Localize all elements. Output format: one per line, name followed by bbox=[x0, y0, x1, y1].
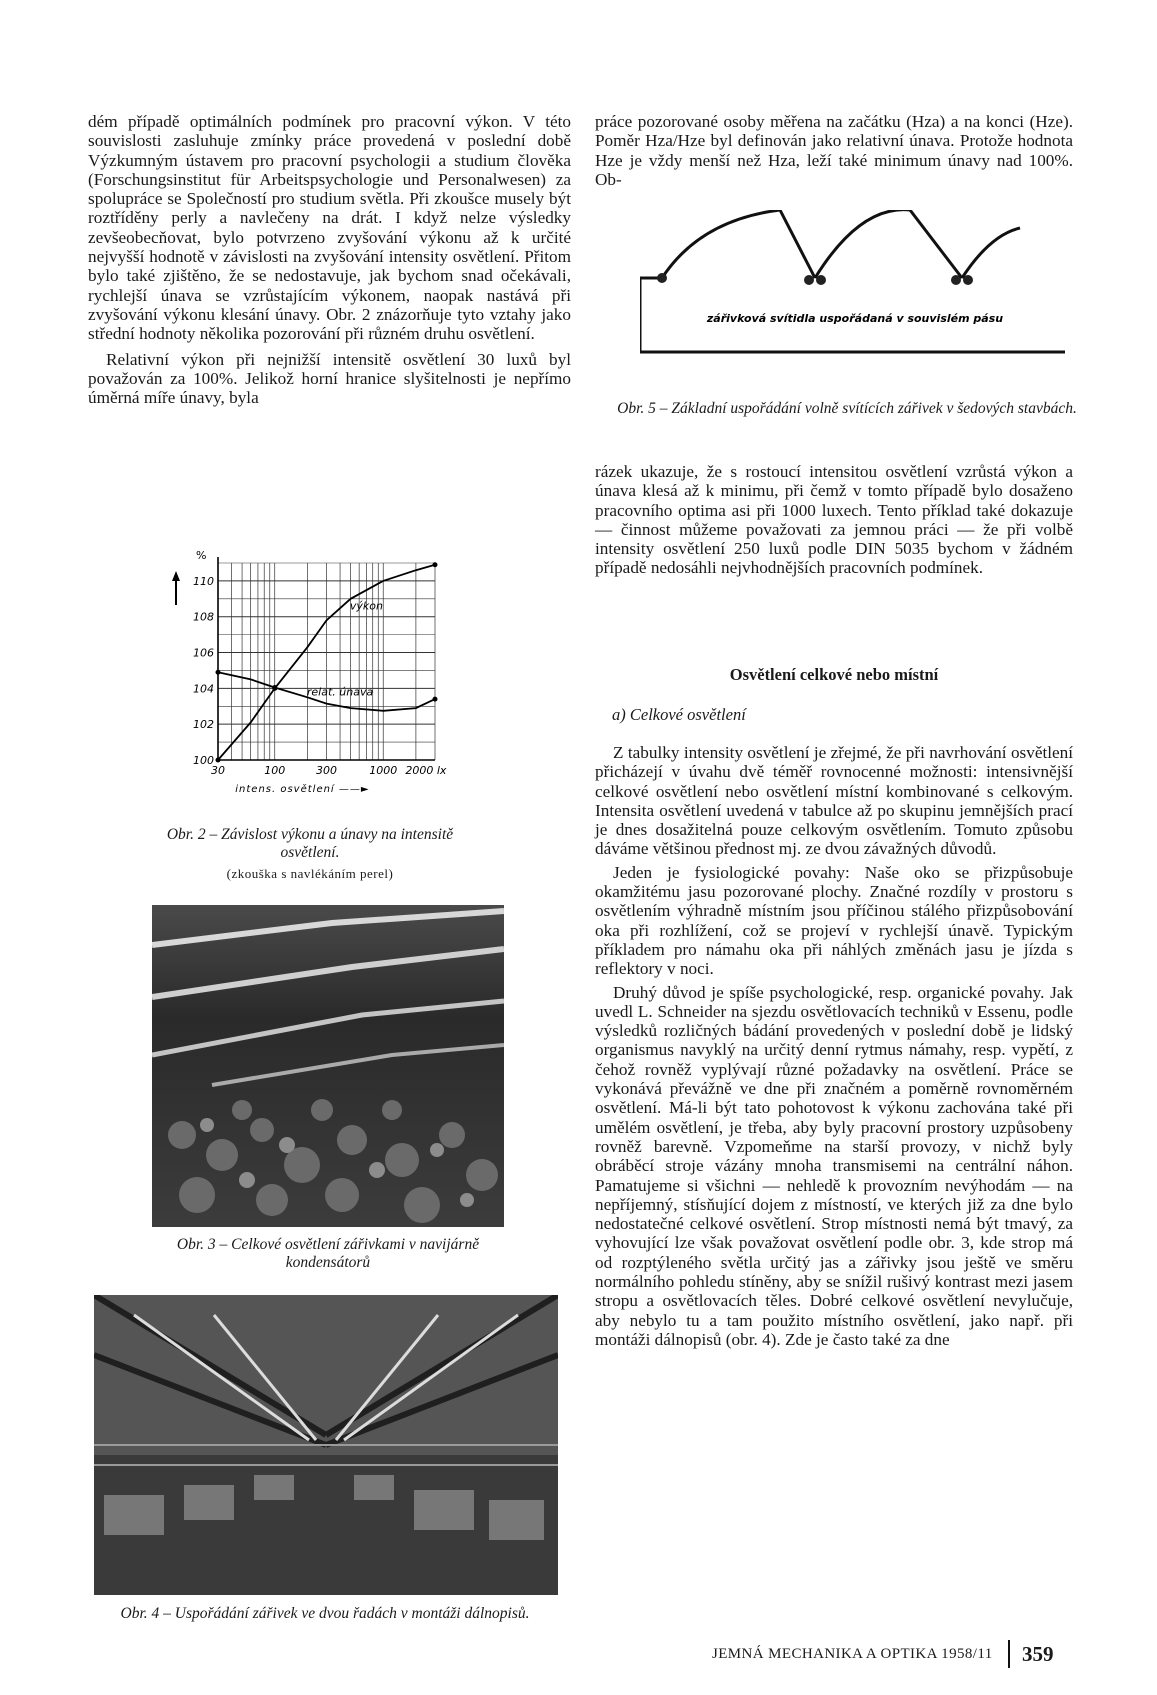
x-tick-label: 100 bbox=[264, 764, 286, 777]
series-point bbox=[272, 685, 277, 690]
y-axis-label: % bbox=[196, 549, 207, 562]
section-heading: Osvětlení celkové nebo místní bbox=[729, 665, 939, 684]
series-point bbox=[433, 562, 438, 567]
y-tick-label: 100 bbox=[193, 754, 214, 767]
figure-5-label: zářivková svítidla uspořádaná v souvislém pásu bbox=[706, 312, 1004, 325]
y-arrow-head bbox=[172, 571, 180, 581]
series-point bbox=[216, 670, 221, 675]
series-point bbox=[216, 758, 221, 763]
x-tick-label: 300 bbox=[316, 764, 337, 777]
figure-2-caption: Obr. 2 – Závislost výkonu a únavy na intensitě osvětlení. bbox=[166, 826, 454, 861]
x-tick-label: 2000 lx bbox=[405, 764, 447, 777]
x-axis-label: intens. osvětlení ——► bbox=[235, 784, 370, 795]
figure-3-photo bbox=[152, 905, 504, 1227]
y-tick-label: 110 bbox=[193, 574, 214, 588]
journal-footer: JEMNÁ MECHANIKA A OPTIKA 1958/11 bbox=[712, 1646, 993, 1662]
page-number: 359 bbox=[1022, 1642, 1054, 1666]
paragraph-right-1a: práce pozorované osoby měřena na začátku (Hza) a na konci (Hze). Poměr Hza/Hze byl definován jako relativní únava. Protože hodnota Hze je vždy menší než Hza, leží také minimum únavy nad 100%. Ob- bbox=[595, 112, 1073, 189]
x-tick-label: 1000 bbox=[369, 764, 398, 777]
series-point bbox=[433, 697, 438, 702]
figure-2-chart bbox=[170, 545, 490, 815]
right-column-body bbox=[595, 743, 1073, 1349]
paragraph-left-1: dém případě optimálních podmínek pro pracovní výkon. V této souvislosti zasluhuje zmínky práce provedená v poslední době Výzkumným ústavem pro pracovní psychologii a studium člověka (Forschungsinstitut für Arbeitspsychologie und Personalwesen) za spolupráce se Společností pro studium světla. Při zkoušce musely být roztříděny perly a navlečeny na drát. I když nelze výsledky zevšeobecňovat, bylo potvrzeno zvyšování výkonu až k určité nejvyšší hodnotě v závislosti na zvyšování intensity osvětlení. Přitom bylo také zjištěno, že se nedostavuje, jak bychom snad očekávali, rychlejší únava se vzrůstajícím výkonem, naopak nastává při zvyšování výkonu klesání únavy. Obr. 2 znázorňuje tyto vztahy jako střední hodnoty několika pozorování při různém druhu osvětlení. bbox=[88, 112, 571, 344]
left-column-top bbox=[88, 112, 571, 407]
paragraph-right-1b: rázek ukazuje, že s rostoucí intensitou osvětlení vzrůstá výkon a únava klesá až k minimu, při čemž v tomto případě bylo dosaženo pracovního optima asi při 1000 luxech. Tento příklad také dokazuje — činnost můžeme považovati za jemnou práci — že při volbě intensity osvětlení 250 luxů podle DIN 5035 bychom v žádném případě nedosáhli nejvhodnějších pracovních podmínek. bbox=[595, 462, 1073, 578]
y-tick-label: 102 bbox=[193, 718, 214, 732]
figure-3-caption: Obr. 3 – Celkové osvětlení zářivkami v navijárně kondensátorů bbox=[176, 1236, 480, 1271]
y-tick-label: 106 bbox=[193, 646, 214, 660]
subsection-heading: a) Celkové osvětlení bbox=[612, 705, 746, 724]
figure-5-caption: Obr. 5 – Základní uspořádání volně svítících zářivek v šedových stavbách. bbox=[617, 400, 1077, 417]
series-label-1: relat. únava bbox=[306, 685, 374, 699]
paragraph-right-2: Z tabulky intensity osvětlení je zřejmé, že při navrhování osvětlení přicházejí v úvahu dvě téměř rovnocenné možnosti: intensivnější celkové osvětlení nebo osvětlení místní kombinované s celkovým. Intensita osvětlení uvedená v tabulce až po skupinu jemnějších prací je dnes dosažitelná pouze celkovým osvětlením. Tomuto způsobu dáváme většinou přednost mj. ze dvou závažných důvodů. bbox=[595, 743, 1073, 859]
figure-4-caption: Obr. 4 – Uspořádání zářivek ve dvou řadách v montáži dálnopisů. bbox=[120, 1605, 530, 1622]
figure-4-photo bbox=[94, 1295, 558, 1595]
paragraph-right-4: Druhý důvod je spíše psychologické, resp. organické povahy. Jak uvedl L. Schneider na sjezdu osvětlovacích techniků v Essenu, podle výsledků rozličných bádání provedených v poslední době je lidský organismus navyklý na určitý denní rytmus námahy, resp. vypětí, z čehož rovněž vyplývají různé požadavky na osvětlení. Práce se vykonává převážně ve dne při značném a poměrně rovnoměrném osvětlení. Má-li být tato pohotovost k výkonu zachována také při umělém osvětlení, je třeba, aby byly pracovní prostory uzpůsobeny rovněž barevně. Vzpomeňme na starší provozy, v nichž byly obráběcí stroje vázány mnoha transmisemi na centrální náhon. Pamatujeme si všichni — nehledě k provozním nevýhodám — na nepříjemný, stísňující dojem z místností, ve kterých již za dne bylo nedostatečné celkové osvětlení. Strop místnosti nemá být tmavý, za vyhovující lze však považovat osvětlení podle obr. 3, kde strop má od rozptýleného světla určitý jas a zářivky jsou ještě ve směru normálního pohledu stíněny, aby se snížil rušivý kontrast mezi jasem stropu a osvětlovacích těles. Dobré celkové osvětlení nevylučuje, aby nebylo tu a tam použito místního osvětlení, jako např. při montáži dálnopisů (obr. 4). Zde je často také za dne bbox=[595, 982, 1073, 1349]
figure-5-diagram bbox=[640, 210, 1070, 360]
paragraph-left-2: Relativní výkon při nejnižší intensitě osvětlení 30 luxů byl považován za 100%. Jelikož horní hranice slyšitelnosti je nepřímo úměrná míře únavy, byla bbox=[88, 349, 571, 408]
right-column-top bbox=[595, 112, 1073, 189]
paragraph-right-3: Jeden je fysiologické povahy: Naše oko se přizpůsobuje okamžitému jasu pozorované plochy. Značné rozdíly v prostoru s osvětlením výhradně místním jsou příčinou stálého přizpůsobování oka při rozhlížení, což se projeví v rychlejší únavě. Typickým příkladem pro námahu oka při náhlých změnách jasu je jízda s reflektory v noci. bbox=[595, 862, 1073, 979]
footer-divider bbox=[1008, 1640, 1010, 1668]
x-tick-label: 30 bbox=[211, 764, 225, 777]
y-tick-label: 108 bbox=[193, 610, 214, 624]
right-column-continued bbox=[595, 462, 1073, 578]
y-tick-label: 104 bbox=[193, 682, 214, 696]
figure-2-subcaption: (zkouška s navlékáním perel) bbox=[226, 866, 394, 881]
series-label-0: výkon bbox=[349, 599, 383, 613]
